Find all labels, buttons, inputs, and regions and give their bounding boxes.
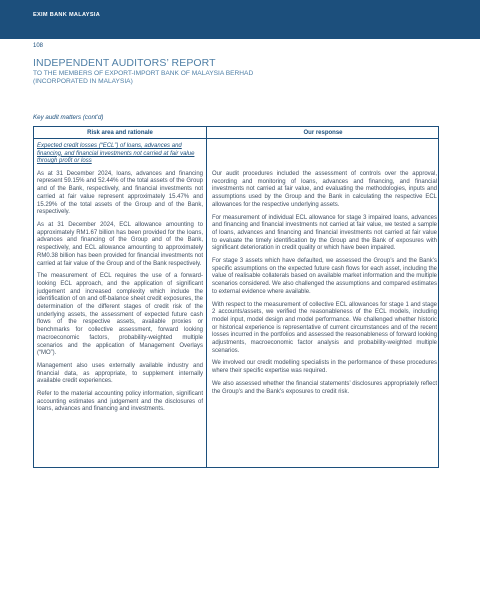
report-title: INDEPENDENT AUDITORS’ REPORT	[33, 57, 216, 69]
response-paragraph: For stage 3 assets which have defaulted, we assessed the Group’s and the Bank’s specific assumptions on the expected future cash flows for each asset, including the value of realisable collaterals based on available market information and the multiple scenarios considered. We also challenged the assumptions and compared estimates to external evidence where available.	[212, 258, 438, 295]
column-divider	[206, 127, 207, 467]
risk-paragraph: Refer to the material accounting policy information, significant accounting estimates and judgement and the disclosures of loans, advances and financing and investments.	[37, 391, 203, 413]
risk-paragraph: As at 31 December 2024, loans, advances and financing represent 59.15% and 52.44% of the total assets of the Group and of the Bank, respectively, and financial investments not carried at fair value represent approximately 15.47% and 15.29% of the total assets of the Group and of the Bank, respectively.	[37, 170, 203, 216]
report-subtitle	[33, 70, 253, 86]
risk-paragraph: As at 31 December 2024, ECL allowance amounting to approximately RM1.67 billion has been provided for the loans, advances and financing of the Group and of the Bank, respectively, and ECL allowance amounting to approximately RM0.38 billion has been provided for financial investments not carried at fair value of the Group and of the Bank respectively.	[37, 222, 203, 267]
response-paragraph: For measurement of individual ECL allowance for stage 3 impaired loans, advances and financing and financial investments not carried at fair value, we tested a sample of loans, advances and financing and financial investments not carried at fair value to evaluate the timely identification by the Group and the Bank of exposures with significant deterioration in credit quality or which have been impaired.	[212, 214, 437, 252]
risk-paragraph: Management also uses externally available industry and financial data, as appropriate, to supplement internally available credit experiences.	[37, 362, 203, 385]
header-bar	[0, 0, 480, 39]
page-number: 108	[33, 43, 44, 49]
column-header-response: Our response	[303, 129, 343, 136]
report-subtitle-line1: TO THE MEMBERS OF EXPORT-IMPORT BANK OF MALAYSIA BERHAD	[33, 70, 254, 77]
response-paragraph: With respect to the measurement of collective ECL allowances for stage 1 and stage 2 accounts/assets, we verified the reasonableness of the ECL models, including model input, model design and model performance. We challenged whether historic or historical experience is representative of current circumstances and of the recent losses incurred in the portfolios and assessed the reasonableness of forward looking adjustments, macroeconomic factor analysis and probability-weighted multiple scenarios.	[212, 301, 437, 354]
table-header-row	[34, 127, 438, 139]
column-header-risk: Risk area and rationale	[87, 129, 153, 136]
risk-heading: Expected credit losses (“ECL”) of loans, advances and financing, and financial investments not carried at fair value through profit or loss	[37, 143, 195, 165]
risk-paragraph: The measurement of ECL requires the use of a forward-looking ECL approach, and the application of significant judgement and increased complexity which include the identification of on and off-balance sheet credit exposures, the determination of the different stages of credit risk of the underlying assets, the assessment of expected future cash flows of the respective assets, available proxies or benchmarks for collective assessment, forward looking macroeconomic factors, probability-weighted multiple scenarios and the application of Management Overlays (“MO”).	[37, 273, 203, 357]
response-paragraph: We also assessed whether the financial statements’ disclosures appropriately reflect the Group’s and the Bank’s exposures to credit risk.	[212, 380, 437, 395]
risk-column	[37, 143, 203, 419]
section-note: Key audit matters (cont’d)	[33, 114, 104, 121]
report-subtitle-line2: (INCORPORATED IN MALAYSIA)	[33, 78, 133, 85]
response-paragraph: Our audit procedures included the assessment of controls over the approval, recording and monitoring of loans, advances and financing, and financial investments not carried at fair value, and evaluating the methodologies, inputs and assumptions used by the Group and the Bank in calculating the respective ECL allowances for the respective underlying assets.	[212, 171, 437, 208]
brand-name: EXIM BANK MALAYSIA	[33, 12, 101, 18]
response-column	[212, 171, 437, 401]
response-paragraph: We involved our credit modelling specialists in the performance of these procedures where their specific expertise was required.	[212, 360, 437, 375]
key-audit-matters-table	[33, 126, 439, 468]
